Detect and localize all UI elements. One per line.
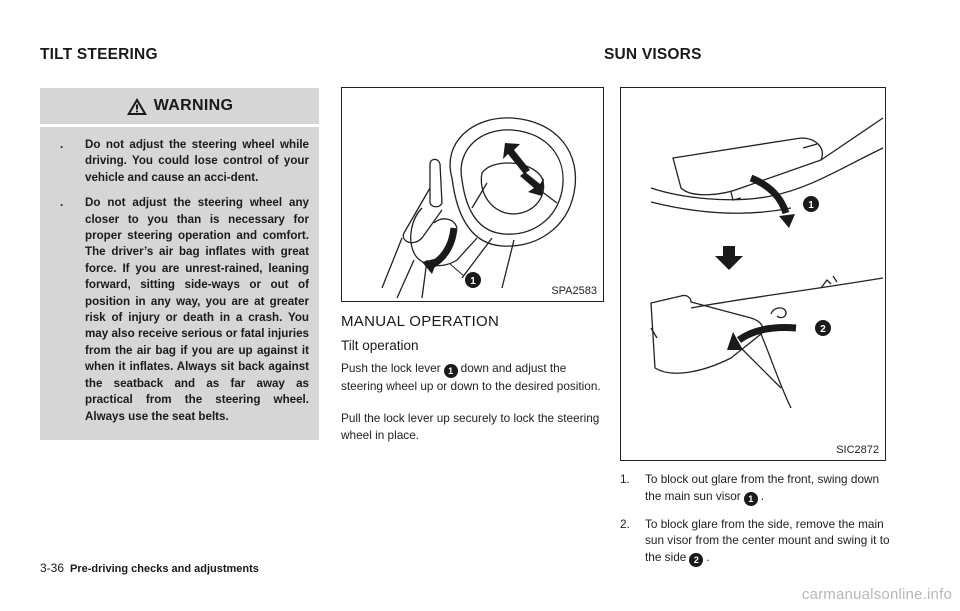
figure-code-visor: SIC2872	[836, 444, 879, 456]
warning-header	[40, 88, 319, 124]
warning-box	[40, 88, 319, 440]
warning-triangle-icon	[126, 97, 148, 116]
footer-section-title: Pre-driving checks and adjustments	[70, 563, 259, 575]
page-number: 3-36	[40, 561, 65, 575]
callout-marker-1: 1	[744, 492, 758, 506]
lock-instruction-paragraph: Pull the lock lever up securely to lock the steering wheel in place.	[341, 411, 600, 442]
figure-code-steering: SPA2583	[551, 285, 597, 297]
tilt-text-before: Push the lock lever	[341, 361, 441, 375]
steering-callout-1: 1	[470, 276, 476, 287]
warning-list	[40, 127, 319, 425]
warning-title: WARNING	[153, 97, 234, 114]
step-number: 1.	[620, 472, 630, 486]
steering-wheel-figure	[341, 87, 604, 302]
step-text: To block out glare from the front, swing down the main sun visor	[645, 472, 880, 503]
manual-operation-heading: MANUAL OPERATION	[341, 313, 500, 330]
step-number: 2.	[620, 516, 630, 531]
visor-callout-1: 1	[808, 200, 814, 211]
tilt-operation-heading: Tilt operation	[341, 338, 419, 353]
callout-marker-1: 1	[444, 364, 458, 378]
step-item	[620, 516, 890, 567]
watermark: carmanualsonline.info	[801, 586, 952, 603]
sun-visor-figure	[620, 87, 886, 461]
warning-bullet: .	[60, 138, 64, 151]
tilt-text-after: down and adjust the steering wheel up or down to the desired position.	[341, 361, 601, 394]
sun-visor-illustration	[621, 88, 887, 462]
callout-marker-2: 2	[689, 553, 703, 567]
warning-item-text: Do not adjust the steering wheel any closer to you than is necessary for proper steering operation and comfort. The driver’s air bag inflates with great force. If you are unrest-rained, leaning forward, sitting side-ways or out of position in any way, you are at greater risk of injury or death in a crash. You may also receive serious or fatal injuries from the air bag if you are up against it when it inflates. Always sit back against the seatback and as far away as practical from the steering wheel. Always use the seat belts.	[85, 196, 309, 423]
warning-item	[50, 195, 309, 425]
step-end: .	[706, 550, 710, 565]
step-text: To block glare from the side, remove the main sun visor from the center mount and swing it to the side	[645, 516, 890, 565]
steering-wheel-illustration	[342, 88, 605, 303]
warning-item-text: Do not adjust the steering wheel while driving. You could lose control of your vehicle and cause an acci-dent.	[85, 138, 309, 184]
section-heading-sun-visors: SUN VISORS	[604, 46, 702, 63]
warning-item	[50, 137, 309, 186]
visor-callout-2: 2	[820, 324, 826, 335]
page-footer	[40, 561, 259, 575]
step-end: .	[760, 488, 765, 503]
sun-visor-steps	[620, 471, 890, 577]
section-heading-tilt-steering: TILT STEERING	[40, 46, 158, 63]
warning-bullet: .	[60, 196, 64, 210]
tilt-instruction-paragraph	[341, 360, 604, 395]
step-item	[620, 471, 890, 506]
